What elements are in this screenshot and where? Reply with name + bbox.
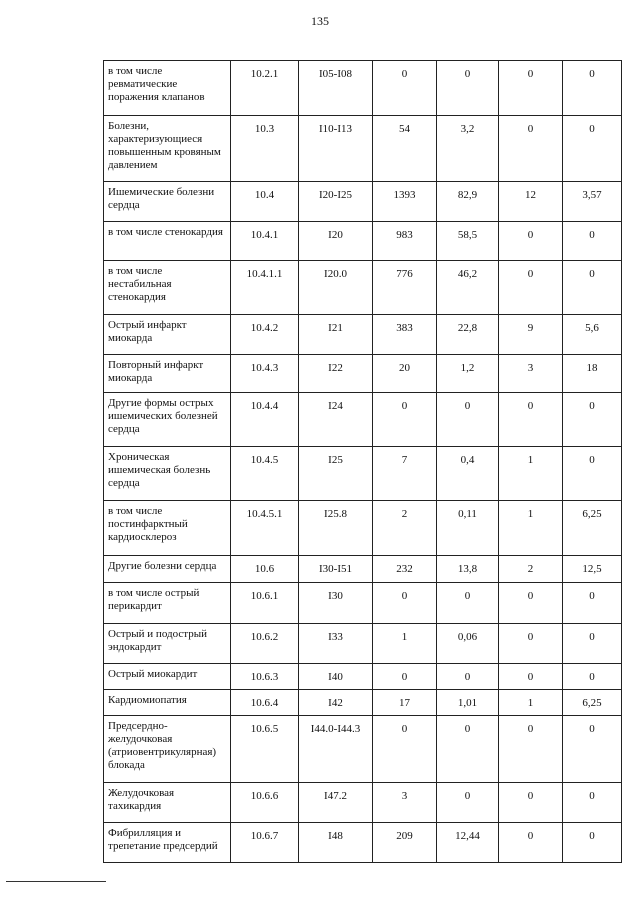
value-col-2-cell: 82,9 [437, 182, 499, 222]
icd-code-cell: I22 [299, 355, 373, 393]
value-col-3-cell: 0 [499, 583, 563, 624]
icd-code-cell: I44.0-I44.3 [299, 716, 373, 783]
value-col-2-cell: 0 [437, 61, 499, 116]
disease-name-cell: Фибрилляция и трепетание предсердий [104, 823, 231, 863]
value-col-3-cell: 3 [499, 355, 563, 393]
table-row [104, 355, 622, 393]
value-col-4-cell: 0 [563, 664, 622, 690]
row-code-cell: 10.4 [231, 182, 299, 222]
icd-code-cell: I25 [299, 447, 373, 501]
table-row [104, 116, 622, 182]
disease-name-cell: в том числе ревматические поражения клапанов [104, 61, 231, 116]
value-col-3-cell: 1 [499, 501, 563, 556]
row-code-cell: 10.4.5.1 [231, 501, 299, 556]
value-col-3-cell: 12 [499, 182, 563, 222]
value-col-2-cell: 0 [437, 583, 499, 624]
value-col-3-cell: 0 [499, 261, 563, 315]
value-col-4-cell: 0 [563, 716, 622, 783]
value-col-3-cell: 0 [499, 823, 563, 863]
value-col-2-cell: 58,5 [437, 222, 499, 261]
value-col-1-cell: 1393 [373, 182, 437, 222]
icd-code-cell: I20-I25 [299, 182, 373, 222]
value-col-1-cell: 0 [373, 61, 437, 116]
row-code-cell: 10.6.4 [231, 690, 299, 716]
table-row [104, 61, 622, 116]
disease-name-cell: Другие болезни сердца [104, 556, 231, 583]
value-col-3-cell: 0 [499, 624, 563, 664]
value-col-1-cell: 983 [373, 222, 437, 261]
table-row [104, 556, 622, 583]
icd-code-cell: I20.0 [299, 261, 373, 315]
disease-name-cell: Острый миокардит [104, 664, 231, 690]
value-col-1-cell: 209 [373, 823, 437, 863]
value-col-1-cell: 1 [373, 624, 437, 664]
icd-code-cell: I05-I08 [299, 61, 373, 116]
value-col-3-cell: 0 [499, 716, 563, 783]
row-code-cell: 10.4.4 [231, 393, 299, 447]
row-code-cell: 10.4.2 [231, 315, 299, 355]
disease-name-cell: Острый инфаркт миокарда [104, 315, 231, 355]
disease-name-cell: в том числе постинфарктный кардиосклероз [104, 501, 231, 556]
value-col-3-cell: 0 [499, 116, 563, 182]
value-col-3-cell: 1 [499, 447, 563, 501]
table-row [104, 624, 622, 664]
value-col-4-cell: 18 [563, 355, 622, 393]
value-col-4-cell: 6,25 [563, 501, 622, 556]
value-col-2-cell: 0 [437, 783, 499, 823]
table-row [104, 823, 622, 863]
value-col-1-cell: 0 [373, 716, 437, 783]
value-col-2-cell: 0 [437, 664, 499, 690]
table-row [104, 501, 622, 556]
row-code-cell: 10.6.2 [231, 624, 299, 664]
table-row [104, 261, 622, 315]
value-col-1-cell: 2 [373, 501, 437, 556]
value-col-4-cell: 0 [563, 624, 622, 664]
value-col-2-cell: 12,44 [437, 823, 499, 863]
table-row [104, 447, 622, 501]
icd-code-cell: I10-I13 [299, 116, 373, 182]
disease-name-cell: Болезни, характеризующиеся повышенным кровяным давлением [104, 116, 231, 182]
table-row [104, 583, 622, 624]
row-code-cell: 10.3 [231, 116, 299, 182]
value-col-4-cell: 12,5 [563, 556, 622, 583]
value-col-4-cell: 0 [563, 61, 622, 116]
value-col-1-cell: 54 [373, 116, 437, 182]
table-row [104, 315, 622, 355]
value-col-2-cell: 0 [437, 716, 499, 783]
icd-code-cell: I20 [299, 222, 373, 261]
value-col-4-cell: 6,25 [563, 690, 622, 716]
value-col-2-cell: 0,11 [437, 501, 499, 556]
value-col-1-cell: 232 [373, 556, 437, 583]
table-row [104, 393, 622, 447]
icd-code-cell: I25.8 [299, 501, 373, 556]
page-number: 135 [311, 14, 329, 28]
value-col-2-cell: 22,8 [437, 315, 499, 355]
row-code-cell: 10.4.1.1 [231, 261, 299, 315]
row-code-cell: 10.6.1 [231, 583, 299, 624]
row-code-cell: 10.2.1 [231, 61, 299, 116]
value-col-3-cell: 0 [499, 61, 563, 116]
value-col-1-cell: 3 [373, 783, 437, 823]
footnote-separator [6, 881, 106, 882]
value-col-2-cell: 1,01 [437, 690, 499, 716]
table-row [104, 182, 622, 222]
value-col-2-cell: 13,8 [437, 556, 499, 583]
icd-code-cell: I33 [299, 624, 373, 664]
value-col-3-cell: 0 [499, 664, 563, 690]
row-code-cell: 10.6.3 [231, 664, 299, 690]
value-col-2-cell: 0,06 [437, 624, 499, 664]
value-col-1-cell: 776 [373, 261, 437, 315]
value-col-3-cell: 2 [499, 556, 563, 583]
table-row [104, 222, 622, 261]
value-col-4-cell: 0 [563, 393, 622, 447]
disease-name-cell: Другие формы острых ишемических болезней сердца [104, 393, 231, 447]
table-row [104, 716, 622, 783]
value-col-1-cell: 0 [373, 583, 437, 624]
icd-code-cell: I21 [299, 315, 373, 355]
disease-name-cell: Кардиомиопатия [104, 690, 231, 716]
value-col-2-cell: 0,4 [437, 447, 499, 501]
value-col-4-cell: 0 [563, 583, 622, 624]
disease-name-cell: в том числе стенокардия [104, 222, 231, 261]
value-col-4-cell: 0 [563, 447, 622, 501]
row-code-cell: 10.6 [231, 556, 299, 583]
disease-name-cell: Ишемические болезни сердца [104, 182, 231, 222]
value-col-2-cell: 46,2 [437, 261, 499, 315]
value-col-4-cell: 0 [563, 261, 622, 315]
row-code-cell: 10.6.5 [231, 716, 299, 783]
value-col-4-cell: 5,6 [563, 315, 622, 355]
icd-code-cell: I42 [299, 690, 373, 716]
value-col-1-cell: 0 [373, 664, 437, 690]
icd-code-cell: I30 [299, 583, 373, 624]
value-col-4-cell: 0 [563, 783, 622, 823]
value-col-1-cell: 17 [373, 690, 437, 716]
value-col-3-cell: 1 [499, 690, 563, 716]
icd-code-cell: I48 [299, 823, 373, 863]
table-row [104, 664, 622, 690]
value-col-1-cell: 0 [373, 393, 437, 447]
row-code-cell: 10.4.3 [231, 355, 299, 393]
disease-name-cell: Острый и подострый эндокардит [104, 624, 231, 664]
disease-statistics-table [103, 60, 622, 863]
value-col-4-cell: 0 [563, 823, 622, 863]
value-col-2-cell: 0 [437, 393, 499, 447]
icd-code-cell: I24 [299, 393, 373, 447]
value-col-2-cell: 1,2 [437, 355, 499, 393]
value-col-3-cell: 0 [499, 393, 563, 447]
value-col-1-cell: 383 [373, 315, 437, 355]
icd-code-cell: I30-I51 [299, 556, 373, 583]
icd-code-cell: I47.2 [299, 783, 373, 823]
value-col-4-cell: 0 [563, 222, 622, 261]
value-col-3-cell: 0 [499, 783, 563, 823]
value-col-4-cell: 0 [563, 116, 622, 182]
table-row [104, 690, 622, 716]
disease-name-cell: Хроническая ишемическая болезнь сердца [104, 447, 231, 501]
icd-code-cell: I40 [299, 664, 373, 690]
row-code-cell: 10.6.7 [231, 823, 299, 863]
disease-name-cell: Предсердно-желудочковая (атриовентрикулярная) блокада [104, 716, 231, 783]
row-code-cell: 10.6.6 [231, 783, 299, 823]
value-col-4-cell: 3,57 [563, 182, 622, 222]
disease-name-cell: Желудочковая тахикардия [104, 783, 231, 823]
disease-name-cell: Повторный инфаркт миокарда [104, 355, 231, 393]
row-code-cell: 10.4.5 [231, 447, 299, 501]
value-col-2-cell: 3,2 [437, 116, 499, 182]
row-code-cell: 10.4.1 [231, 222, 299, 261]
value-col-3-cell: 0 [499, 222, 563, 261]
value-col-1-cell: 7 [373, 447, 437, 501]
disease-name-cell: в том числе нестабильная стенокардия [104, 261, 231, 315]
table-row [104, 783, 622, 823]
value-col-1-cell: 20 [373, 355, 437, 393]
disease-name-cell: в том числе острый перикардит [104, 583, 231, 624]
value-col-3-cell: 9 [499, 315, 563, 355]
